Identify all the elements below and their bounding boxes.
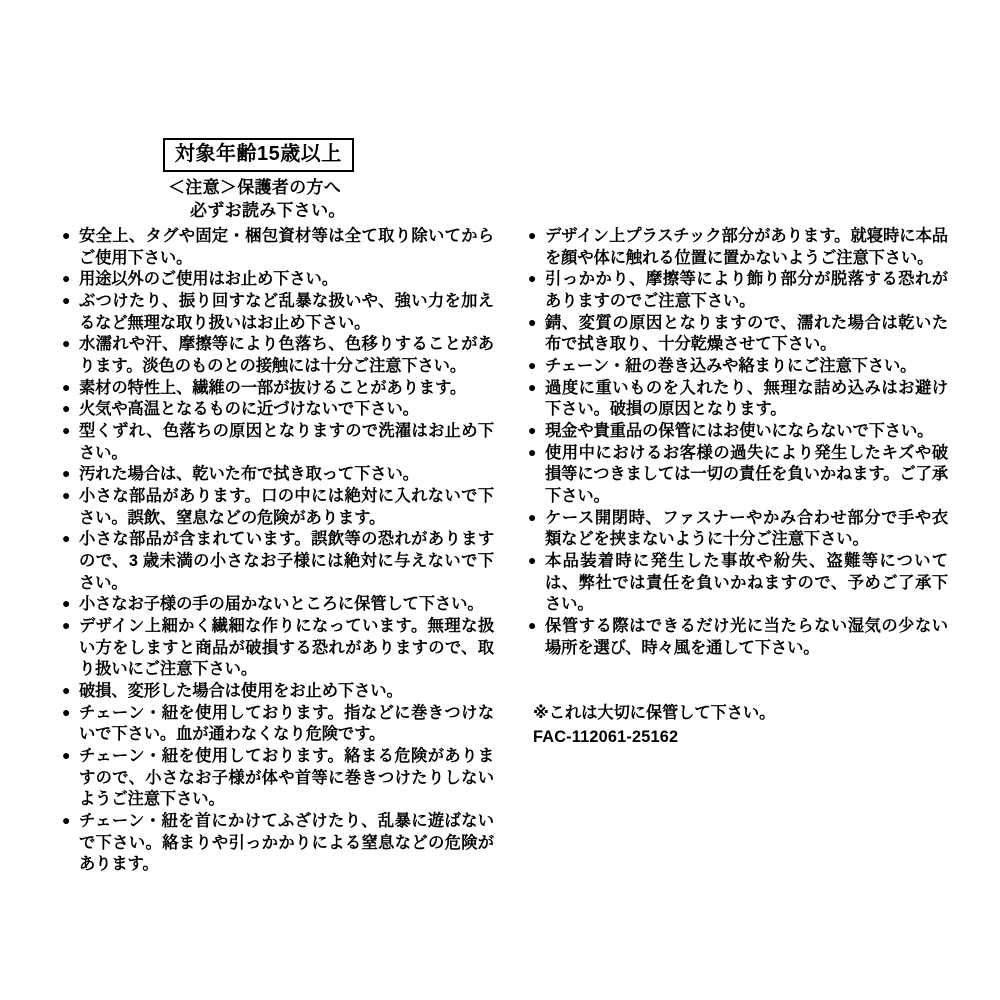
list-item: ● 火気や高温となるものに近づけないで下さい。 xyxy=(62,399,494,421)
warnings-right-column xyxy=(528,226,948,659)
list-item: ● チェーン・紐を使用しております。指などに巻きつけないで下さい。血が通わなくなり危険です。 xyxy=(62,703,494,746)
warnings-left-column xyxy=(62,226,494,876)
list-item: ● 過度に重いものを入れたり、無理な詰め込みはお避け下さい。破損の原因となります。 xyxy=(528,378,948,421)
caution-heading xyxy=(168,177,346,223)
product-code: FAC-112061-25162 xyxy=(533,727,679,746)
list-item: ● 使用中におけるお客様の過失により発生したキズや破損等につきましては一切の責任を負いかねます。ご了承下さい。 xyxy=(528,443,948,508)
list-item: ● 小さな部品があります。口の中には絶対に入れないで下さい。誤飲、窒息などの危険があります。 xyxy=(62,486,494,529)
list-item: ● 型くずれ、色落ちの原因となりますので洗濯はお止め下さい。 xyxy=(62,421,494,464)
list-item: ● チェーン・紐を首にかけてふざけたり、乱暴に遊ばないで下さい。絡まりや引っかかりによる窒息などの危険があります。 xyxy=(62,811,494,876)
list-item: ● 安全上、タグや固定・梱包資材等は全て取り除いてからご使用下さい。 xyxy=(62,226,494,269)
footer-note xyxy=(533,702,775,749)
caution-heading-line2: 必ずお読み下さい。 xyxy=(190,200,346,220)
list-item: ● チェーン・紐を使用しております。絡まる危険がありますので、小さなお子様が体や首等に巻きつけたりしないようご注意下さい。 xyxy=(62,746,494,811)
caution-heading-line1: ＜注意＞保護者の方へ xyxy=(168,178,341,197)
list-item: ● 現金や貴重品の保管にはお使いにならないで下さい。 xyxy=(528,421,948,443)
list-item: ● ケース開閉時、ファスナーやかみ合わせ部分で手や衣類などを挟まないように十分ご注意下さい。 xyxy=(528,508,948,551)
age-restriction-box: 対象年齢15歳以上 xyxy=(163,138,354,172)
list-item: ● 本品装着時に発生した事故や紛失、盗難等については、弊社では責任を負いかねますので、予めご了承下さい。 xyxy=(528,551,948,616)
list-item: ● ぶつけたり、振り回すなど乱暴な扱いや、強い力を加えるなど無理な取り扱いはお止め下さい。 xyxy=(62,291,494,334)
list-item: ● 用途以外のご使用はお止め下さい。 xyxy=(62,269,494,291)
list-item: ● 小さなお子様の手の届かないところに保管して下さい。 xyxy=(62,594,494,616)
list-item: ● 保管する際はできるだけ光に当たらない湿気の少ない場所を選び、時々風を通して下さい。 xyxy=(528,616,948,659)
list-item: ● 錆、変質の原因となりますので、濡れた場合は乾いた布で拭き取り、十分乾燥させて下さい。 xyxy=(528,313,948,356)
list-item: ● 素材の特性上、繊維の一部が抜けることがあります。 xyxy=(62,378,494,400)
list-item: ● 引っかかり、摩擦等により飾り部分が脱落する恐れがありますのでご注意下さい。 xyxy=(528,269,948,312)
list-item: ● 汚れた場合は、乾いた布で拭き取って下さい。 xyxy=(62,464,494,486)
list-item: ● 水濡れや汗、摩擦等により色落ち、色移りすることがあります。淡色のものとの接触には十分ご注意下さい。 xyxy=(62,334,494,377)
list-item: ● デザイン上細かく繊細な作りになっています。無理な扱い方をしますと商品が破損する恐れがありますので、取り扱いにご注意下さい。 xyxy=(62,616,494,681)
list-item: ● 破損、変形した場合は使用をお止め下さい。 xyxy=(62,681,494,703)
list-item: ● 小さな部品が含まれています。誤飲等の恐れがありますので、3 歳未満の小さなお子様には絶対に与えないで下さい。 xyxy=(62,529,494,594)
list-item: ● デザイン上プラスチック部分があります。就寝時に本品を顔や体に触れる位置に置かないようご注意下さい。 xyxy=(528,226,948,269)
storage-note: ※これは大切に保管して下さい。 xyxy=(533,704,776,722)
list-item: ● チェーン・紐の巻き込みや絡まりにご注意下さい。 xyxy=(528,356,948,378)
